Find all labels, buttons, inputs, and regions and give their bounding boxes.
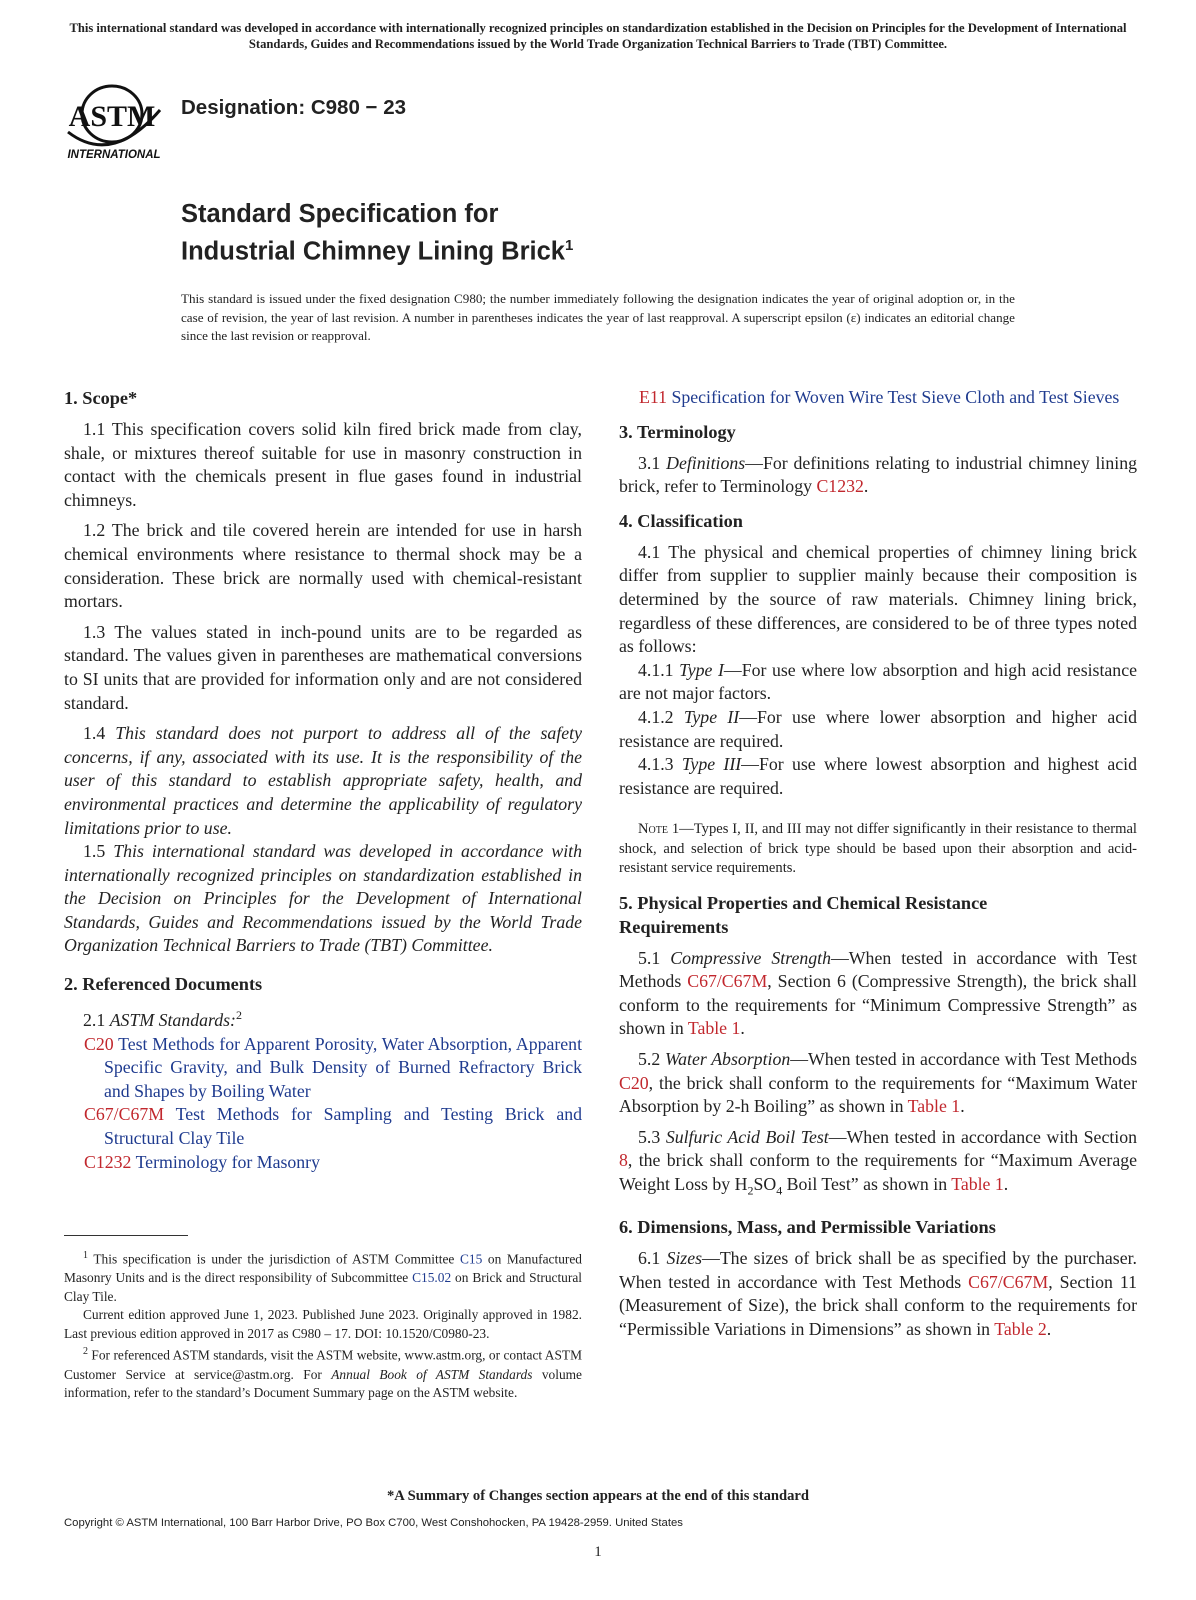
note-1: Note 1—Types I, II, and III may not differ significantly in their resistance to thermal shock, and selection of brick type should be based upon their absorption and acid-resistant service requirements. — [619, 821, 1137, 877]
para-1-4: 1.4 This standard does not purport to address all of the safety concerns, if any, associated with its use. It is the responsibility of the user of this standard to establish appropriate safety, health, and environmental practices and determine the applicability of regulatory limitations prior to use. — [64, 723, 582, 838]
left-column — [64, 386, 582, 1174]
ref-c67[interactable]: C67/C67M Test Methods for Sampling and Testing Brick and Structural Clay Tile — [84, 1104, 582, 1148]
link-table-1[interactable]: Table 1 — [687, 1018, 741, 1039]
para-6-1: 6.1 Sizes—The sizes of brick shall be as specified by the purchaser. When tested in accordance with Test Methods C67/C67M, Section 11 (Measurement of Size), the brick shall conform to the requirements for “Permissible Variations in Dimensions” as shown in Table 2. — [619, 1248, 1137, 1339]
astm-logo — [64, 70, 176, 166]
summary-of-changes-note: *A Summary of Changes section appears at the end of this standard — [386, 1488, 810, 1504]
para-4-1-1: 4.1.1 Type I—For use where low absorption and high acid resistance are not major factors. — [619, 659, 1137, 704]
para-5-3: 5.3 Sulfuric Acid Boil Test—When tested in accordance with Section 8, the brick shall conform to the requirements for “Maximum Average Weight Loss by $H_2SO_4$ Boil Test” as shown in Table 1. — [619, 1126, 1138, 1198]
ref-c1232[interactable]: C1232 Terminology for Masonry — [84, 1151, 320, 1172]
logo-lettering: ASTM — [68, 100, 156, 133]
para-1-2: 1.2 The brick and tile covered herein are intended for use in harsh chemical environments where resistance to thermal shock may be a consideration. These brick are normally used with chemical-resistant mortars. — [64, 520, 582, 612]
footnotes — [64, 1247, 582, 1403]
para-1-1: 1.1 This specification covers solid kiln fired brick made from clay, shale, or mixtures thereof suitable for use in masonry construction in contact with the chemicals present in flue gases found in industrial chimneys. — [64, 419, 582, 510]
link-c67-5-1[interactable]: C67/C67M — [687, 971, 768, 992]
title-line-1: Standard Specification for — [181, 200, 499, 228]
section-heading-scope: 1. Scope* — [64, 388, 138, 408]
section-heading-physical: 5. Physical Properties and Chemical Resistance Requirements — [619, 892, 988, 937]
ref-c20[interactable]: C20 Test Methods for Apparent Porosity, Water Absorption, Apparent Specific Gravity, and Bulk Density of Burned Refractory Brick and Shapes by Boiling Water — [84, 1033, 583, 1101]
right-column — [619, 386, 1137, 1341]
link-c1502[interactable]: C15.02 — [412, 1270, 452, 1286]
preamble: This standard is issued under the fixed designation C980; the number immediately following the designation indicates the year of original adoption or, in the case of revision, the year of last revision. A number in parentheses indicates the year of last reapproval. A superscript epsilon (ε) indicates an editorial change since the last revision or reapproval. — [181, 291, 1015, 344]
copyright: Copyright © ASTM International, 100 Barr Harbor Drive, PO Box C700, West Conshohocken, PA 19428-2959. United States — [64, 1517, 683, 1529]
para-1-3: 1.3 The values stated in inch-pound units are to be regarded as standard. The values given in parentheses are mathematical conversions to SI units that are provided for information only and are not considered standard. — [64, 621, 582, 713]
title-footnote-mark: 1 — [564, 237, 574, 254]
link-c1232[interactable]: C1232 — [816, 476, 864, 497]
footnote-2: $^2$ For referenced ASTM standards, visit the ASTM website, www.astm.org, or contact ASTM Customer Service at service@astm.org. For Annual Book of ASTM Standards volume information, refer to the standard’s Document Summary page on the ASTM website. — [64, 1346, 583, 1401]
tbt-banner: This international standard was developed in accordance with internationally recognized principles on standardization established in the Decision on Principles for the Development of International Standards, Guides and Recommendations issued by the World Trade Organization Technical Barriers to Trade (TBT) Committee. — [69, 21, 1127, 51]
section-heading-dimensions: 6. Dimensions, Mass, and Permissible Variations — [619, 1217, 996, 1238]
section-heading-terminology: 3. Terminology — [619, 421, 736, 442]
para-4-1: 4.1 The physical and chemical properties of chimney lining brick differ from supplier to supplier mainly because their composition is determined by the source of raw materials. Chimney lining brick, regardless of these differences, are considered to be of three types noted as follows: — [619, 541, 1137, 657]
designation: Designation: C980 − 23 — [181, 96, 407, 119]
link-section-8[interactable]: 8 — [619, 1150, 628, 1171]
ref-e11[interactable]: E11 Specification for Woven Wire Test Sieve Cloth and Test Sieves — [639, 387, 1120, 407]
astm-logo-icon — [64, 70, 176, 166]
link-table-1[interactable]: Table 1 — [907, 1096, 961, 1117]
logo-subtext: INTERNATIONAL — [67, 149, 161, 161]
footnote-1-edition: Current edition approved June 1, 2023. Published June 2023. Originally approved in 1982. Last previous edition approved in 2017 as C980 – 17. DOI: 10.1520/C0980-23. — [64, 1307, 582, 1341]
footnote-1: $^1$ This specification is under the jurisdiction of ASTM Committee C15 on Manufactured Masonry Units and is the direct responsibility of Subcommittee C15.02 on Brick and Structural Clay Tile. — [64, 1250, 583, 1304]
link-c67-6-1[interactable]: C67/C67M — [968, 1271, 1049, 1292]
section-heading-classification: 4. Classification — [619, 510, 743, 531]
para-2-1: 2.1 ASTM Standards:$^2$ — [83, 1008, 242, 1030]
title-line-2: Industrial Chimney Lining Brick$^1$ — [181, 237, 574, 266]
link-c20[interactable]: C20 — [619, 1072, 649, 1093]
page-number: 1 — [594, 1544, 602, 1560]
section-heading-referenced: 2. Referenced Documents — [64, 974, 263, 995]
para-3-1: 3.1 Definitions—For definitions relating to industrial chimney lining brick, refer to Terminology C1232. — [619, 452, 1137, 497]
link-c15[interactable]: C15 — [459, 1251, 483, 1267]
para-4-1-3: 4.1.3 Type III—For use where lowest absorption and highest acid resistance are required. — [619, 754, 1137, 798]
para-1-5: 1.5 This international standard was developed in accordance with internationally recognized principles on standardization established in the Decision on Principles for the Development of International Standards, Guides and Recommendations issued by the World Trade Organization Technical Barriers to Trade (TBT) Committee. — [64, 841, 582, 956]
link-table-2[interactable]: Table 2 — [994, 1318, 1047, 1339]
link-table-1[interactable]: Table 1 — [951, 1173, 1004, 1194]
footnote-rule — [64, 1235, 188, 1236]
para-5-1: 5.1 Compressive Strength—When tested in accordance with Test Methods C67/C67M, Section 6 (Compressive Strength), the brick shall conform to the requirements for “Minimum Compressive Strength” as shown in Table 1. — [619, 947, 1137, 1039]
para-5-2: 5.2 Water Absorption—When tested in accordance with Test Methods C20, the brick shall conform to the requirements for “Maximum Water Absorption by 2-h Boiling” as shown in Table 1. — [619, 1048, 1137, 1117]
para-4-1-2: 4.1.2 Type II—For use where lower absorption and higher acid resistance are required. — [619, 706, 1137, 751]
document-title — [181, 199, 573, 268]
